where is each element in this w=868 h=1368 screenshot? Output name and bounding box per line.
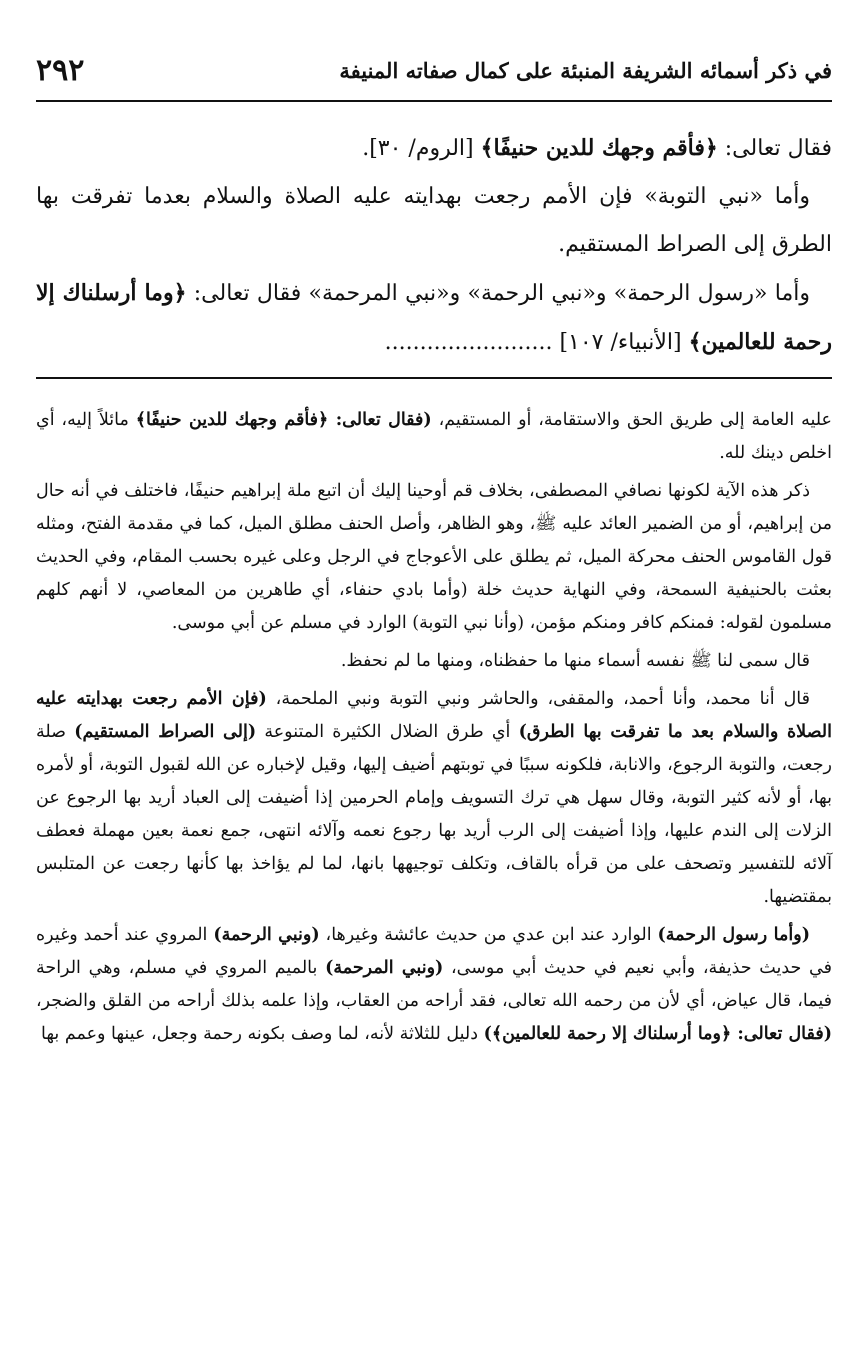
commentary-paragraph: ذكر هذه الآية لكونها نصافي المصطفى، بخلاف قم أوحينا إليك أن اتبع ملة إبراهيم حنيفًا، فاختلف في أنه حال من إبراهيم، أو من الضمير العائد عليه ﷺ، وهو الظاهر، وأصل الحنف مطلق الميل، كما في مقدمة الفتح، ومثله قول القاموس الحنف محركة الميل، ثم يطلق على الأعوجاج في الرجل وعلى غيره بحسب المقام، وفي الحديث بعثت بالحنيفية السمحة، وفي النهاية حديث خلة (وأما بادي حنفاء، أي طاهرين من المعاصي، لا أنهم كلهم مسلمون لقوله: فمنكم كافر ومنكم مؤمن، (وأنا نبي التوبة) الوارد في مسلم عن أبي موسى.: [36, 481, 832, 633]
quran-verse: ﴿فأقم وجهك للدين حنيفًا﴾: [480, 135, 718, 161]
header-rule: [36, 100, 832, 102]
dotted-leader: ........................: [384, 330, 553, 355]
main-paragraph: وأما «نبي التوبة» فإن الأمم رجعت بهدايته عليه الصلاة والسلام بعدما تفرقت بها الطرق إلى الصراط المستقيم.: [36, 184, 832, 257]
commentary-text: [36, 404, 832, 1056]
main-paragraph: فقال تعالى: ﴿فأقم وجهك للدين حنيفًا﴾ [الروم/ ٣٠].: [362, 135, 832, 161]
commentary-paragraph: قال سمى لنا ﷺ نفسه أسماء منها ما حفظناه، ومنها ما لم نحفظ.: [340, 651, 810, 671]
page-header: [36, 50, 832, 90]
commentary-paragraph: عليه العامة إلى طريق الحق والاستقامة، أو المستقيم، (فقال تعالى: ﴿فأقم وجهك للدين حنيفًا﴾ مائلاً إليه، أي اخلص دينك لله.: [36, 410, 832, 463]
page-number: ٢٩٢: [36, 52, 85, 88]
main-text: [36, 124, 832, 367]
commentary-paragraph: (وأما رسول الرحمة) الوارد عند ابن عدي من حديث عائشة وغيرها، (ونبي الرحمة) المروي عند أحمد وغيره في حديث حذيفة، وأبي نعيم في حديث أبي موسى، (ونبي المرحمة) بالميم المروي في مسلم، وهي الراحة فيما، قال عياض، أي لأن من رحمه الله تعالى، فقد أراحه من العقاب، وإذا علمه بذلك أراحه من القلق والضجر، (فقال تعالى: ﴿وما أرسلناك إلا رحمة للعالمين﴾) دليل للثلاثة لأنه، لما وصف بكونه رحمة وجعل، عينها وعمم بها: [36, 925, 832, 1044]
commentary-paragraph: قال أنا محمد، وأنا أحمد، والمقفى، والحاشر ونبي التوبة ونبي الملحمة، (فإن الأمم رجعت بهدايته عليه الصلاة والسلام بعد ما تفرقت بها الطرق) أي طرق الضلال الكثيرة المتنوعة (إلى الصراط المستقيم) صلة رجعت، والتوبة الرجوع، والانابة، فلكونه سببًا في توبتهم أضيف إليها، وقيل لإخباره عن الله لقبول التوبة، أو لأمره بها، أو لأنه كثير التوبة، وقال سهل هي ترك التسويف وإمام الحرمين إذا أضيفت إلى العباد أريد بها الرجوع عن الزلات إلى الندم عليها، وإذا أضيفت إلى الرب أريد بها رجوع نعمه وآلائه انتهى، جمع نعمة بعين مهملة فعطف آلائه للتفسير وتصحف على من قرأه بالقاف، وتكلف توجيهها بانها، لما لم يؤاخذ بها كأنها رجعت عن المتلبس بمقتضيها.: [36, 689, 832, 907]
section-rule: [36, 377, 832, 379]
quran-verse: ﴿وما أرسلناك إلا رحمة للعالمين﴾: [36, 280, 832, 355]
book-page: [36, 0, 832, 1368]
running-title: في ذكر أسمائه الشريفة المنبئة على كمال صفاته المنيفة: [339, 57, 832, 83]
main-paragraph: وأما «رسول الرحمة» و«نبي الرحمة» و«نبي المرحمة» فقال تعالى: ﴿وما أرسلناك إلا رحمة للعالمين﴾ [الأنبياء/ ١٠٧] ........................: [36, 280, 832, 355]
